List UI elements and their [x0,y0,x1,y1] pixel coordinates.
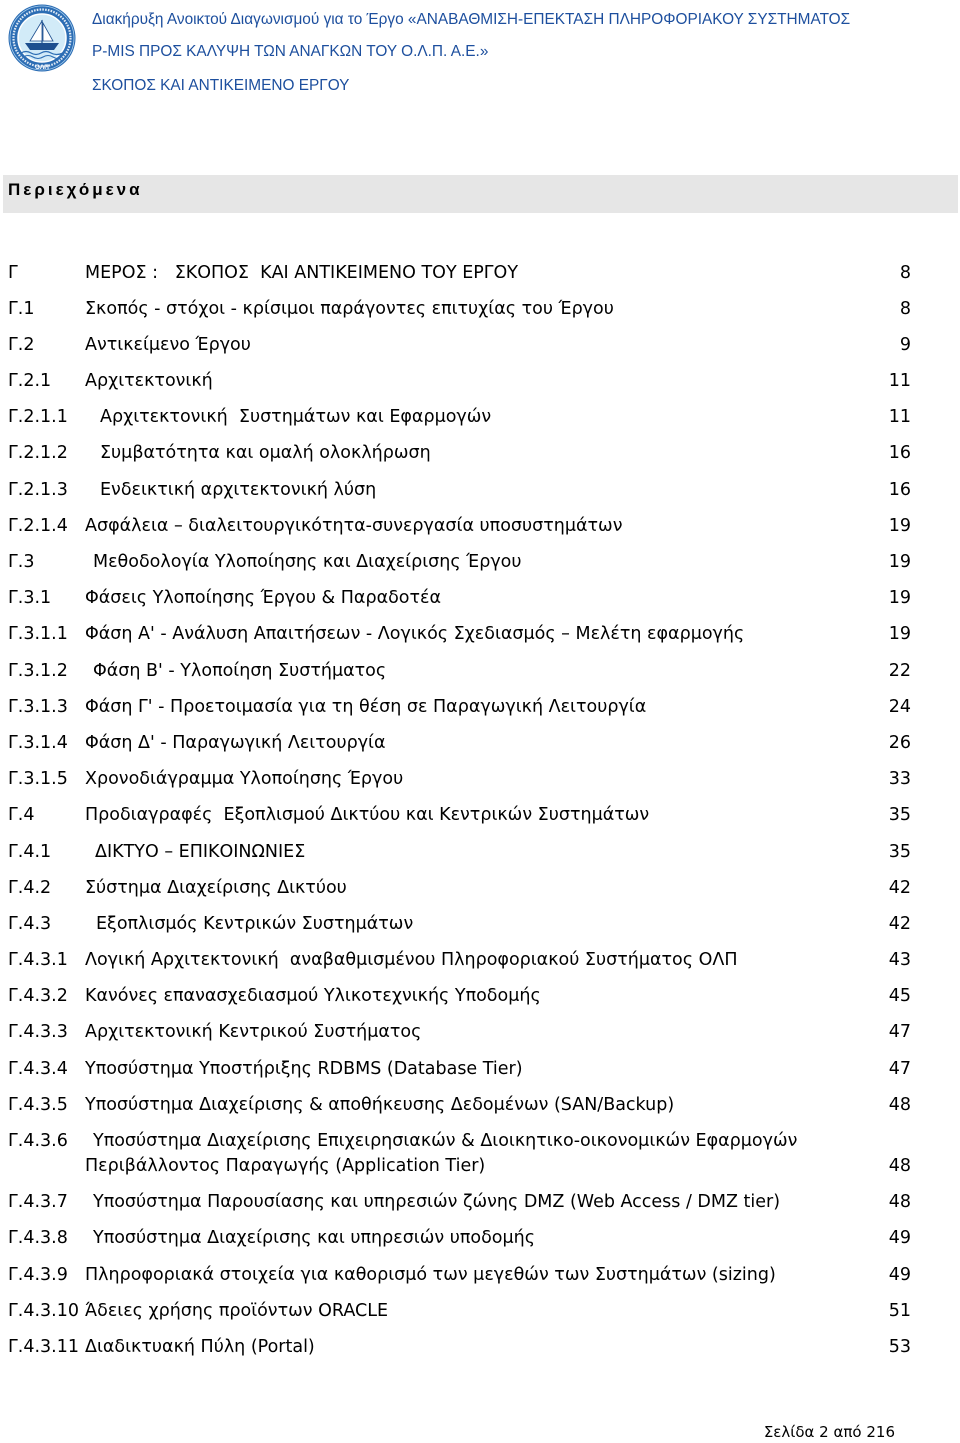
toc-entry-number: Γ.4.1 [8,841,52,862]
toc-entry-page: 8 [899,262,911,283]
toc-entry-number: Γ.4.3.9 [8,1264,68,1285]
toc-entry-page: 47 [888,1058,911,1079]
toc-entry-page: 19 [888,624,911,645]
toc-entry-page: 53 [888,1336,911,1357]
toc-entry-title: Αρχιτεκτονική Συστημάτων και Εφαρμογών [100,407,492,428]
toc-entry[interactable] [8,984,911,1009]
toc-entry[interactable] [8,1226,911,1251]
toc-entry-page: 47 [888,1022,911,1043]
toc-entry[interactable] [8,840,911,865]
toc-entry[interactable] [8,333,911,358]
toc-entry-number: Γ.1 [8,298,35,319]
toc-entry-page: 8 [899,298,911,319]
toc-entry-number: Γ.4 [8,805,35,826]
toc-entry-title: ΜΕΡΟΣ : ΣΚΟΠΟΣ ΚΑΙ ΑΝΤΙΚΕΙΜΕΝΟ ΤΟΥ ΕΡΓΟΥ [85,262,519,283]
toc-entry[interactable] [8,948,911,973]
toc-entry[interactable] [8,622,911,647]
toc-entry[interactable] [8,1335,911,1360]
toc-entry-page: 48 [888,1094,911,1115]
toc-entry-number: Γ.4.3.10 [8,1300,79,1321]
toc-entry-title: Μεθοδολογία Υλοποίησης και Διαχείρισης Έργου [93,552,522,572]
toc-entry-number: Γ.2.1.1 [8,407,68,428]
toc-entry-number: Γ.4.3.2 [8,986,68,1007]
toc-entry-title: Ενδεικτική αρχιτεκτονική λύση [100,479,377,500]
olp-logo [8,4,76,72]
toc-entry-number: Γ.4.3.1 [8,950,68,971]
toc-entry-page: 49 [888,1264,911,1285]
toc-entry-title: Υποσύστημα Διαχείρισης & αποθήκευσης Δεδομένων (SAN/Backup) [85,1094,675,1115]
toc-entry-page: 16 [888,479,911,500]
toc-entry-title: Αντικείμενο Έργου [85,334,251,355]
toc-entry-number: Γ.3.1.3 [8,696,68,717]
toc-entry-number: Γ.3.1.1 [8,624,68,645]
toc-entry-number: Γ.4.3.11 [8,1336,79,1357]
toc-entry-number: Γ.4.3 [8,913,52,934]
table-of-contents [8,261,911,1372]
toc-entry[interactable] [8,1020,911,1045]
toc-entry-number: Γ.3 [8,552,35,572]
toc-entry-page: 11 [888,371,911,392]
olp-emblem-icon [8,4,76,72]
toc-entry-page: 42 [888,913,911,934]
toc-entry-page: 19 [888,515,911,536]
toc-entry-page: 26 [888,732,911,753]
toc-entry-page: 9 [899,334,911,355]
toc-entry[interactable] [8,1190,911,1215]
toc-entry[interactable] [8,1057,911,1082]
toc-entry[interactable] [8,369,911,394]
toc-entry-page: 43 [888,950,911,971]
toc-entry-title: Υποσύστημα Διαχείρισης και υπηρεσιών υποδομής [93,1228,536,1249]
toc-entry-title: Χρονοδιάγραμμα Υλοποίησης Έργου [85,769,404,790]
toc-entry-number: Γ.3.1.4 [8,732,68,753]
toc-entry[interactable] [8,441,911,466]
toc-entry-title: Φάση Δ' - Παραγωγική Λειτουργία [85,732,386,753]
toc-entry-number: Γ.2 [8,334,35,355]
toc-entry[interactable] [8,514,911,539]
logo-lettering: ΟΛΠ [35,64,49,71]
toc-entry[interactable] [8,876,911,901]
toc-entry[interactable] [8,731,911,756]
toc-entry-number: Γ.4.3.5 [8,1094,68,1115]
toc-entry[interactable] [8,803,911,828]
toc-entry-page: 16 [888,443,911,464]
toc-entry[interactable] [8,1299,911,1324]
toc-entry[interactable] [8,550,911,575]
document-title-line-2: P-MIS ΠΡΟΣ ΚΑΛΥΨΗ ΤΩΝ ΑΝΑΓΚΩΝ ΤΟΥ Ο.Λ.Π. Α.Ε.» [92,43,489,60]
toc-entry-number: Γ [8,262,18,283]
toc-entry-title: Προδιαγραφές Εξοπλισμού Δικτύου και Κεντρικών Συστημάτων [85,805,650,826]
toc-entry-number: Γ.2.1.4 [8,515,68,536]
toc-entry-number: Γ.2.1 [8,371,52,392]
toc-entry[interactable] [8,1129,911,1179]
toc-entry[interactable] [8,478,911,503]
toc-entry-title: Κανόνες επανασχεδιασμού Υλικοτεχνικής Υποδομής [85,986,541,1007]
toc-entry[interactable] [8,1263,911,1288]
toc-entry-number: Γ.3.1.5 [8,769,68,790]
toc-entry-number: Γ.2.1.3 [8,479,68,500]
toc-entry-title: Υποσύστημα Διαχείρισης Επιχειρησιακών & Διοικητικο-οικονομικών Εφαρμογών Περιβάλλοντος Παραγωγής (Application Tier) [85,1131,798,1176]
page-number-footer: Σελίδα 2 από 216 [763,1423,895,1441]
toc-entry[interactable] [8,695,911,720]
toc-entry-number: Γ.4.3.3 [8,1022,68,1043]
toc-entry-title: Ασφάλεια – διαλειτουργικότητα-συνεργασία υποσυστημάτων [85,515,623,536]
toc-entry-title: ΔΙΚΤΥΟ – ΕΠΙΚΟΙΝΩΝΙΕΣ [95,841,306,862]
toc-entry-page: 19 [888,588,911,609]
toc-entry-page: 48 [888,1192,911,1213]
toc-entry-title: Εξοπλισμός Κεντρικών Συστημάτων [96,913,414,934]
toc-entry-title: Συμβατότητα και ομαλή ολοκλήρωση [100,443,431,464]
toc-entry-title: Υποσύστημα Παρουσίασης και υπηρεσιών ζώνης DMZ (Web Access / DMZ tier) [93,1192,781,1213]
toc-entry[interactable] [8,1093,911,1118]
toc-entry-page: 49 [888,1228,911,1249]
toc-entry-page: 48 [888,1156,911,1176]
section-header: ΣΚΟΠΟΣ ΚΑΙ ΑΝΤΙΚΕΙΜΕΝΟ ΕΡΓΟΥ [92,77,350,94]
toc-entry-page: 42 [888,877,911,898]
toc-entry-title: Φάση Α' - Ανάλυση Απαιτήσεων - Λογικός Σχεδιασμός – Μελέτη εφαρμογής [85,624,745,645]
toc-entry-title: Αρχιτεκτονική Κεντρικού Συστήματος [85,1022,422,1043]
toc-entry[interactable] [8,405,911,430]
toc-entry-page: 35 [888,841,911,862]
toc-entry-number: Γ.4.3.8 [8,1228,68,1249]
toc-entry-title: Διαδικτυακή Πύλη (Portal) [85,1336,315,1357]
toc-heading: Περιεχόμενα [8,180,143,199]
toc-entry-title: Άδειες χρήσης προϊόντων ORACLE [85,1300,389,1321]
toc-entry-page: 24 [888,696,911,717]
toc-entry[interactable] [8,767,911,792]
toc-entry-page: 22 [888,660,911,681]
toc-entry[interactable] [8,261,911,286]
toc-entry-number: Γ.4.3.4 [8,1058,68,1079]
toc-entry-page: 11 [888,407,911,428]
toc-entry-number: Γ.2.1.2 [8,443,68,464]
toc-entry-title: Πληροφοριακά στοιχεία για καθορισμό των μεγεθών των Συστημάτων (sizing) [85,1264,776,1285]
toc-entry-page: 45 [888,986,911,1007]
toc-entry-title: Αρχιτεκτονική [85,371,213,392]
toc-entry-number: Γ.4.3.7 [8,1192,68,1213]
toc-entry[interactable] [8,586,911,611]
toc-entry-title: Σκοπός - στόχοι - κρίσιμοι παράγοντες επιτυχίας του Έργου [85,298,614,319]
toc-entry-title: Λογική Αρχιτεκτονική αναβαθμισμένου Πληροφοριακού Συστήματος ΟΛΠ [85,950,738,971]
toc-entry-page: 35 [888,805,911,826]
toc-entry-number: Γ.4.3.6 [8,1131,68,1151]
toc-entry-title: Φάση Β' - Υλοποίηση Συστήματος [93,660,387,681]
toc-entry-title: Υποσύστημα Υποστήριξης RDBMS (Database Tier) [85,1058,523,1079]
toc-entry-page: 19 [888,552,911,572]
toc-entry-title: Φάσεις Υλοποίησης Έργου & Παραδοτέα [85,588,442,609]
contents-band [3,175,958,213]
toc-entry-number: Γ.3.1 [8,588,52,609]
toc-entry-title: Φάση Γ' - Προετοιμασία για τη θέση σε Παραγωγική Λειτουργία [85,696,647,717]
toc-entry[interactable] [8,659,911,684]
toc-entry-page: 33 [888,769,911,790]
toc-entry-number: Γ.4.2 [8,877,52,898]
toc-entry[interactable] [8,912,911,937]
toc-entry-page: 51 [888,1300,911,1321]
toc-entry-number: Γ.3.1.2 [8,660,68,681]
document-title-line-1: Διακήρυξη Ανοικτού Διαγωνισμού για το Έργο «ΑΝΑΒΑΘΜΙΣΗ-ΕΠΕΚΤΑΣΗ ΠΛΗΡΟΦΟΡΙΑΚΟΥ ΣΥΣΤΗΜΑΤΟΣ [92,11,851,28]
toc-entry-title: Σύστημα Διαχείρισης Δικτύου [85,877,347,898]
toc-entry[interactable] [8,297,911,322]
